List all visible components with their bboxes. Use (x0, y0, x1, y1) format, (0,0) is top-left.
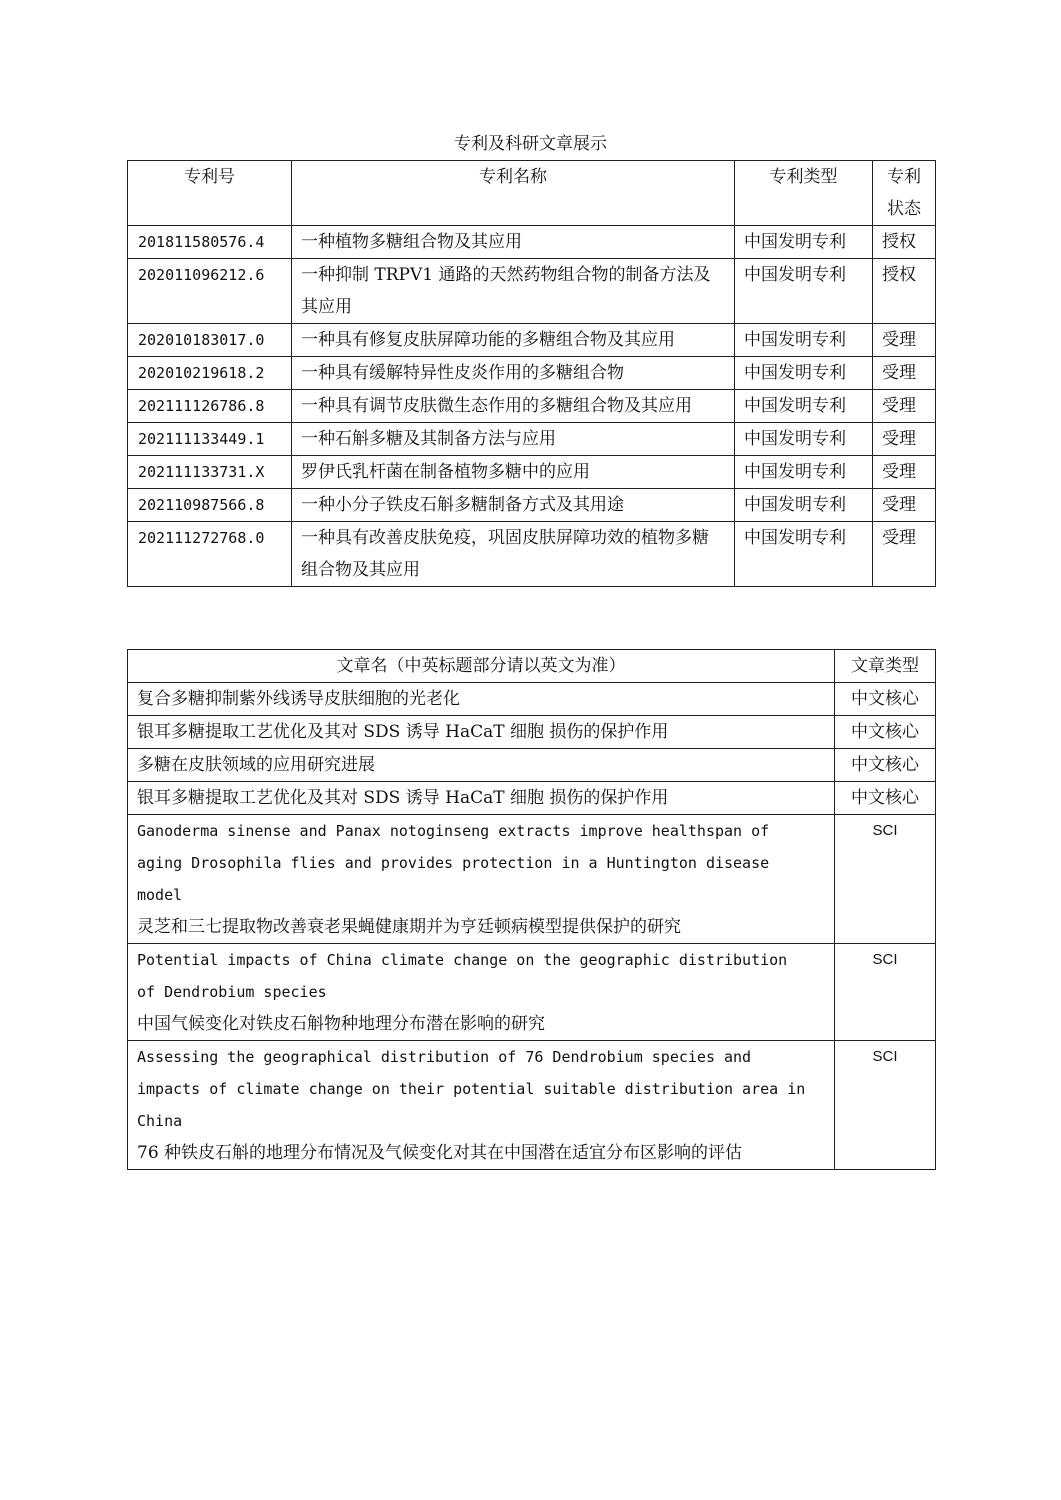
patent-number: 202111126786.8 (128, 390, 292, 423)
table-row (128, 226, 936, 259)
patent-number: 202010219618.2 (128, 357, 292, 390)
patent-name: 一种小分子铁皮石斛多糖制备方式及其用途 (292, 489, 735, 522)
table-row (128, 716, 936, 749)
patent-number: 202011096212.6 (128, 259, 292, 324)
patent-status: 授权 (873, 226, 936, 259)
article-title-en-line: impacts of climate change on their potential suitable distribution area in (137, 1080, 806, 1098)
page-title: 专利及科研文章展示 (454, 134, 607, 154)
patent-table (127, 160, 936, 587)
patent-number-header: 专利号 (128, 161, 292, 226)
article-title-zh: 中国气候变化对铁皮石斛物种地理分布潜在影响的研究 (137, 1014, 545, 1034)
article-table (127, 649, 936, 1170)
patent-name: 一种具有调节皮肤微生态作用的多糖组合物及其应用 (292, 390, 735, 423)
table-row (128, 782, 936, 815)
patent-type: 中国发明专利 (735, 324, 873, 357)
article-title-en-line: model (137, 886, 183, 904)
patent-type: 中国发明专利 (735, 259, 873, 324)
article-header-row (128, 650, 936, 683)
article-title-en-line: Ganoderma sinense and Panax notoginseng extracts improve healthspan of (137, 822, 770, 840)
table-row (128, 456, 936, 489)
article-type: SCI (835, 1041, 936, 1170)
article-title-en-line: Assessing the geographical distribution of 76 Dendrobium species and (137, 1048, 752, 1066)
article-title-en-line: Potential impacts of China climate change on the geographic distribution (137, 951, 788, 969)
table-row (128, 489, 936, 522)
article-title-zh: 灵芝和三七提取物改善衰老果蝇健康期并为亨廷顿病模型提供保护的研究 (137, 917, 681, 937)
patent-status: 受理 (873, 489, 936, 522)
article-title-en-line: aging Drosophila flies and provides protection in a Huntington disease (137, 854, 770, 872)
table-row (128, 815, 936, 944)
article-title-cell (128, 1041, 835, 1170)
article-title-zh: 银耳多糖提取工艺优化及其对 SDS 诱导 HaCaT 细胞 损伤的保护作用 (128, 782, 835, 815)
patent-type: 中国发明专利 (735, 357, 873, 390)
table-row (128, 749, 936, 782)
patent-header-row (128, 161, 936, 226)
article-type: 中文核心 (835, 749, 936, 782)
patent-type: 中国发明专利 (735, 226, 873, 259)
patent-type: 中国发明专利 (735, 423, 873, 456)
patent-number: 202010183017.0 (128, 324, 292, 357)
patent-type: 中国发明专利 (735, 390, 873, 423)
patent-type: 中国发明专利 (735, 489, 873, 522)
patent-status-header: 专利状态 (873, 161, 936, 226)
table-row (128, 522, 936, 587)
patent-type: 中国发明专利 (735, 522, 873, 587)
patent-name: 一种具有改善皮肤免疫，巩固皮肤屏障功效的植物多糖组合物及其应用 (292, 522, 735, 587)
article-type: 中文核心 (835, 683, 936, 716)
patent-status: 受理 (873, 423, 936, 456)
patent-number: 202111272768.0 (128, 522, 292, 587)
patent-status: 受理 (873, 324, 936, 357)
article-type-header: 文章类型 (835, 650, 936, 683)
article-type: SCI (835, 815, 936, 944)
table-row (128, 390, 936, 423)
article-title-zh: 多糖在皮肤领域的应用研究进展 (128, 749, 835, 782)
article-type: 中文核心 (835, 782, 936, 815)
article-title-header: 文章名（中英标题部分请以英文为准） (128, 650, 835, 683)
patent-name: 一种石斛多糖及其制备方法与应用 (292, 423, 735, 456)
table-row (128, 683, 936, 716)
patent-number: 202111133731.X (128, 456, 292, 489)
patent-name: 一种具有修复皮肤屏障功能的多糖组合物及其应用 (292, 324, 735, 357)
table-row (128, 944, 936, 1041)
patent-type: 中国发明专利 (735, 456, 873, 489)
article-title-zh: 复合多糖抑制紫外线诱导皮肤细胞的光老化 (128, 683, 835, 716)
patent-status: 受理 (873, 456, 936, 489)
patent-status: 授权 (873, 259, 936, 324)
patent-name-header: 专利名称 (292, 161, 735, 226)
patent-status: 受理 (873, 390, 936, 423)
article-type: 中文核心 (835, 716, 936, 749)
table-row (128, 357, 936, 390)
article-title-cell (128, 944, 835, 1041)
article-title-en-line: of Dendrobium species (137, 983, 327, 1001)
article-type: SCI (835, 944, 936, 1041)
patent-number: 201811580576.4 (128, 226, 292, 259)
table-row (128, 324, 936, 357)
article-title-cell (128, 815, 835, 944)
article-title-zh: 76 种铁皮石斛的地理分布情况及气候变化对其在中国潜在适宜分布区影响的评估 (137, 1143, 743, 1163)
patent-name: 罗伊氏乳杆菌在制备植物多糖中的应用 (292, 456, 735, 489)
table-row (128, 1041, 936, 1170)
patent-name: 一种具有缓解特异性皮炎作用的多糖组合物 (292, 357, 735, 390)
patent-status: 受理 (873, 357, 936, 390)
patent-number: 202110987566.8 (128, 489, 292, 522)
patent-name: 一种抑制 TRPV1 通路的天然药物组合物的制备方法及其应用 (292, 259, 735, 324)
article-title-zh: 银耳多糖提取工艺优化及其对 SDS 诱导 HaCaT 细胞 损伤的保护作用 (128, 716, 835, 749)
patent-type-header: 专利类型 (735, 161, 873, 226)
table-row (128, 423, 936, 456)
patent-number: 202111133449.1 (128, 423, 292, 456)
table-row (128, 259, 936, 324)
patent-name: 一种植物多糖组合物及其应用 (292, 226, 735, 259)
article-title-en-line: China (137, 1112, 183, 1130)
patent-status: 受理 (873, 522, 936, 587)
